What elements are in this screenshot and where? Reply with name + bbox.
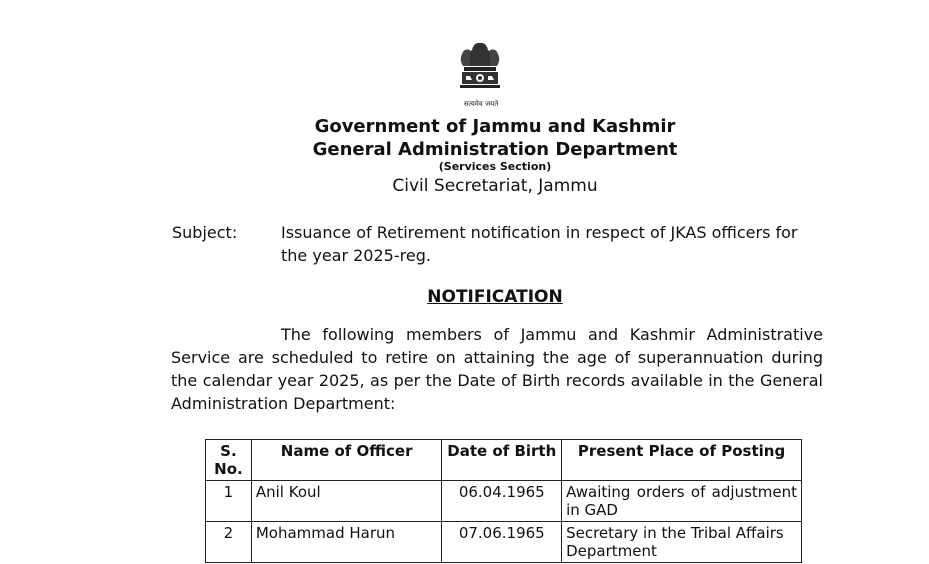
header-name: Name of Officer xyxy=(251,440,442,481)
table-row xyxy=(206,522,802,563)
lion-capital-icon xyxy=(454,40,506,102)
cell-name: Anil Koul xyxy=(251,481,442,522)
cell-sno: 2 xyxy=(206,522,252,563)
cell-dob: 07.06.1965 xyxy=(442,522,562,563)
header-posting: Present Place of Posting xyxy=(562,440,802,481)
notification-title: NOTIFICATION xyxy=(427,287,563,307)
cell-posting: Secretary in the Tribal Affairs Department xyxy=(562,522,802,563)
government-name: Government of Jammu and Kashmir xyxy=(314,116,676,137)
subject-label: Subject: xyxy=(172,223,238,242)
cell-dob: 06.04.1965 xyxy=(442,481,562,522)
department-name: General Administration Department xyxy=(312,139,678,160)
cell-posting: Awaiting orders of adjustment in GAD xyxy=(562,481,802,522)
emblem-motto: सत्यमेव जयते xyxy=(463,100,499,108)
officers-table xyxy=(205,439,802,563)
header-sno: S. No. xyxy=(206,440,252,481)
table-header-row xyxy=(206,440,802,481)
body-paragraph: The following members of Jammu and Kashmir Administrative Service are scheduled to retire on attaining the age of superannuation during the calendar year 2025, as per the Date of Birth records available in the General Administration Department: xyxy=(171,325,823,413)
cell-sno: 1 xyxy=(206,481,252,522)
section-name: (Services Section) xyxy=(438,160,552,173)
office-location: Civil Secretariat, Jammu xyxy=(392,176,598,196)
table-row xyxy=(206,481,802,522)
header-dob: Date of Birth xyxy=(442,440,562,481)
subject-text: Issuance of Retirement notification in respect of JKAS officers for the year 2025-reg. xyxy=(281,223,798,265)
cell-name: Mohammad Harun xyxy=(251,522,442,563)
